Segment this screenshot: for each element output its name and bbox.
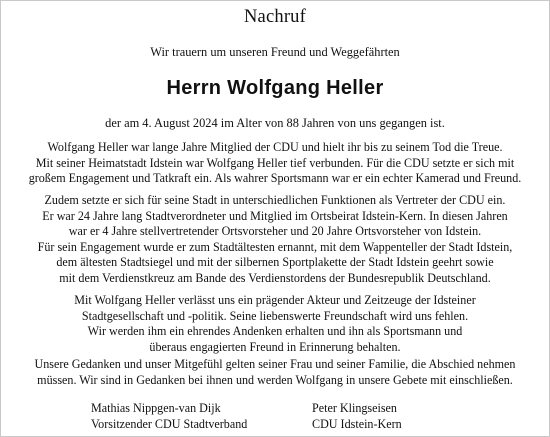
text-line: Mit Wolfgang Heller verlässt uns ein prägender Akteur und Zeitzeuge der Idsteiner: [74, 293, 476, 307]
notice-heading: Nachruf: [243, 7, 306, 27]
paragraph-legacy: [0, 293, 550, 355]
deceased-name: Herrn Wolfgang Heller: [166, 77, 384, 99]
text-line: Wolfgang Heller war lange Jahre Mitglied der CDU und hielt ihr bis zu seinem Tod die Treue.: [47, 140, 503, 154]
intro-line: Wir trauern um unseren Freund und Weggefährten: [150, 45, 400, 59]
text-line: müssen. Wir sind in Gedanken bei ihnen und werden Wolfgang in unsere Gebete mit einschließen.: [37, 372, 513, 387]
text-line: Stadtgesellschaft und -politik. Seine liebenswerte Freundschaft wird uns fehlen.: [81, 308, 469, 323]
paragraph-offices: [0, 193, 550, 286]
text-line: Mit seiner Heimatstadt Idstein war Wolfgang Heller tief verbunden. Für die CDU setzte er sich mit: [35, 155, 515, 170]
text-line: Wir werden ihm ein ehrendes Andenken erhalten und ihn als Sportsmann und: [87, 324, 463, 338]
text-line: war er 4 Jahre stellvertretender Ortsvorsteher und 20 Jahre Ortsvorsteher von Idstein.: [68, 224, 482, 238]
signatory-name: Peter Klingseisen: [312, 401, 397, 415]
text-line: Zudem setzte er sich für seine Stadt in unterschiedlichen Funktionen als Vertreter der CDU ein.: [44, 193, 506, 207]
date-of-death-line: der am 4. August 2024 im Alter von 88 Jahren von uns gegangen ist.: [105, 116, 445, 130]
paragraph-membership: [0, 140, 550, 187]
signatory-name: Mathias Nippgen-van Dijk: [91, 401, 221, 415]
text-line: Er war 24 Jahre lang Stadtverordneter und Mitglied im Ortsbeirat Idstein-Kern. In diesen Jahren: [42, 208, 508, 223]
text-line: überaus engagierten Freund in Erinnerung behalten.: [149, 339, 401, 354]
text-line: dem ältesten Stadtsiegel und mit der silbernen Sportplakette der Stadt Idstein geehrt sowie: [56, 255, 494, 269]
signatory-stadtverband: [91, 401, 247, 432]
signatory-idstein-kern: [312, 401, 402, 432]
signatory-role: CDU Idstein-Kern: [312, 416, 402, 431]
text-line: Für sein Engagement wurde er zum Stadtältesten ernannt, mit dem Wappenteller der Stadt Idstein,: [37, 239, 513, 254]
signatory-role: Vorsitzender CDU Stadtverband: [91, 416, 248, 431]
paragraph-condolences: [0, 357, 550, 388]
text-line: Unsere Gedanken und unser Mitgefühl gelten seiner Frau und seiner Familie, die Abschied nehmen: [34, 357, 516, 371]
text-line: großem Engagement und Tatkraft ein. Als wahrer Sportsmann war er ein echter Kamerad und Freund.: [28, 171, 522, 185]
text-line: mit dem Verdienstkreuz am Bande des Verdienstordens der Bundesrepublik Deutschland.: [59, 270, 491, 285]
